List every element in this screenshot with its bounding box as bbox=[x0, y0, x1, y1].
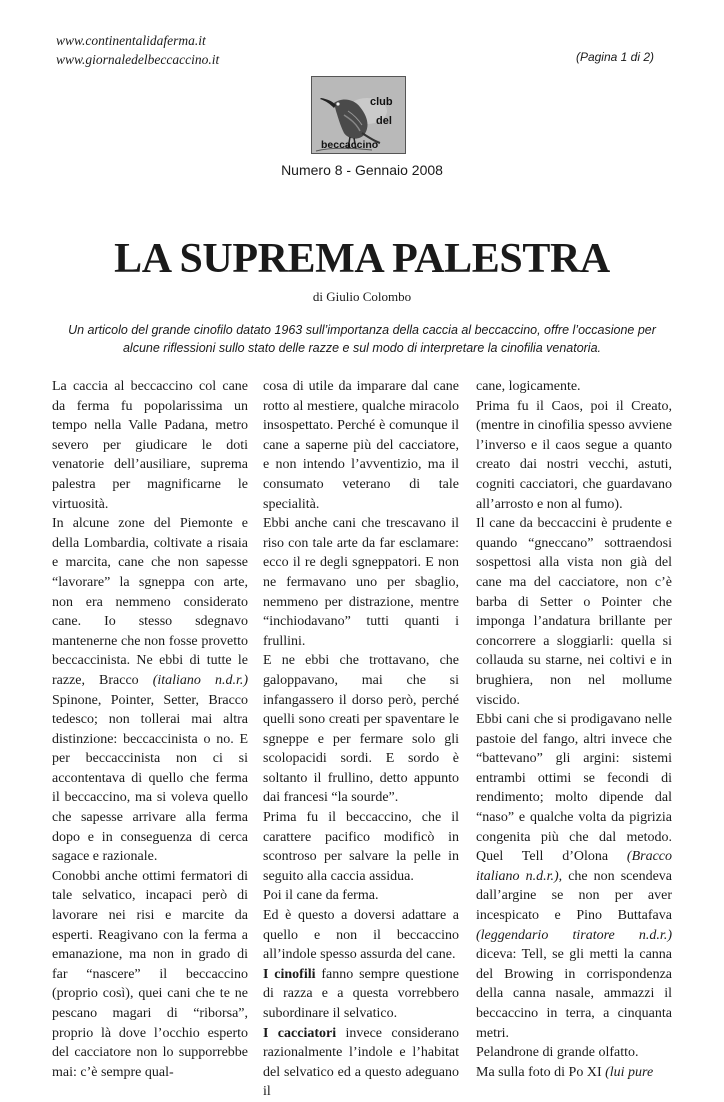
paragraph: Ebbi cani che si prodigavano nelle pastoie del fango, altri invece che “battevano” gli argini: sistemi entrambi ottimi se fecondi di rendimento; molto dipende dal “naso” e qualche volta da pigrizia congenita più che dal metodo. Quel Tell d’Olona (Bracco italiano n.d.r.), che non scendeva dall’argine se non per aver incespicato e Pino Buttafava (leggendario tiratore n.d.r.) diceva: Tell, se gli metti la canna del Browing in corrispondenza della canna nasale, ammazzi il beccaccino in terra, a cinquanta metri. bbox=[476, 712, 672, 1041]
article-byline: di Giulio Colombo bbox=[312, 289, 412, 304]
paragraph: Prima fu il Caos, poi il Creato, (mentre in cinofilia spesso avviene l’inverso e il caos segue a quanto creato dai nostri vecchi, astuti, cogniti cacciatori, che guardavano all’arrosto e non al fumo). bbox=[476, 398, 672, 512]
article-abstract: Un articolo del grande cinofilo datato 1963 sull’importanza della caccia al beccaccino, offre l’occasione per alcune riflessioni sullo stato delle razze e sul modo di interpretare la cinofilia venatoria. bbox=[68, 323, 656, 355]
text-column-3 bbox=[476, 377, 672, 1082]
paragraph: Prima fu il beccaccino, che il carattere pacifico modificò in scontroso per salvare la pelle in seguito alla caccia assidua. bbox=[263, 810, 459, 884]
paragraph: Poi il cane da ferma. bbox=[263, 888, 379, 904]
paragraph: cosa di utile da imparare dal cane rotto al mestiere, qualche miracolo insospettato. Perché è comunque il cane a saperne più del cacciatore, e non intendo l’avventizio, ma il consumato veterano di tale specialità. bbox=[263, 379, 459, 512]
issue-line: Numero 8 - Gennaio 2008 bbox=[281, 162, 443, 178]
url-continentalidaferma[interactable]: www.continentalidaferma.it bbox=[56, 33, 206, 48]
article-title: LA SUPREMA PALESTRA bbox=[114, 236, 610, 282]
url-giornaledelbeccaccino[interactable]: www.giornaledelbeccaccino.it bbox=[56, 52, 220, 67]
paragraph: Il cane da beccaccini è prudente e quando “gneccano” sottraendosi sospettosi alla vista non già del cane ma del cacciatore, non c’è barba di Setter o Pointer che imponga l’andatura brillante per concorrere a sloggiarli: quella si collauda su starne, nei coltivi e in brughiera, non nel mollume viscido. bbox=[476, 516, 672, 708]
logo-word-club: club bbox=[370, 96, 393, 108]
club-logo bbox=[311, 76, 406, 154]
logo-word-del: del bbox=[376, 115, 392, 127]
paragraph: Ed è questo a doversi adattare a quello e non il beccaccino all’indole spesso assurda del cane. bbox=[263, 908, 459, 963]
paragraph: Ma sulla foto di Po XI (lui pure bbox=[476, 1064, 654, 1080]
logo-word-beccaccino: beccaccino bbox=[321, 139, 379, 151]
paragraph: Conobbi anche ottimi fermatori di tale selvatico, incapaci però di lavorare nei risi e marcite da esperti. Reagivano con la ferma a emanazione, ma non in grado di far “nascere” il beccaccino (proprio così), quei cani che te ne pescano magari di “riborsa”, proprio là dove l’occhio esperto del cacciatore non lo supporrebbe mai: c’è sempre qual- bbox=[52, 868, 248, 1080]
paragraph: E ne ebbi che trottavano, che galoppavano, mai che si infangassero il dorso però, perché quelli sono creati per spaventare le sgneppe e per fermare solo gli scolopacidi sordi. E sordo è soltanto il frullino, detto appunto dai francesi “la sourde”. bbox=[263, 653, 459, 806]
paragraph: cane, logicamente. bbox=[476, 379, 581, 394]
text-column-1 bbox=[52, 377, 248, 1082]
text-column-2 bbox=[263, 377, 459, 1102]
paragraph: I cacciatori invece considerano razionalmente l’indole e l’habitat del selvatico ed a questo adeguano il bbox=[263, 1025, 459, 1100]
paragraph: Pelandrone di grande olfatto. bbox=[476, 1045, 639, 1061]
page-indicator: (Pagina 1 di 2) bbox=[575, 50, 654, 64]
paragraph: Ebbi anche cani che trescavano il riso con tale arte da far esclamare: ecco il re degli sgneppatori. E non ne fermavano uno per sbaglio, nemmeno per distrazione, mentre “inchiodavano” tutti quanti i frullini. bbox=[263, 516, 459, 649]
paragraph: I cinofili fanno sempre questione di razza e a questa vorrebbero subordinare il selvatico. bbox=[263, 966, 459, 1021]
paragraph: La caccia al beccaccino col cane da ferma fu popolarissima un tempo nella Valle Padana, metro severo per giudicare le doti venatorie dell’ausiliare, suprema palestra per magnificarne le virtuosità. bbox=[52, 379, 248, 512]
header-urls bbox=[56, 31, 219, 69]
paragraph: In alcune zone del Piemonte e della Lombardia, coltivate a risaia e marcita, cane che non sapesse “lavorare” la sgneppa con arte, non era nemmeno considerato cane. Io stesso sdegnavo mantenerne che non fosse provetto beccaccinista. Ne ebbi di tutte le razze, Bracco (italiano n.d.r.) Spinone, Pointer, Setter, Bracco tedesco; non tollerai mai altra distinzione: beccaccinista o no. E per beccaccinista non ci si accontentava di quello che ferma il beccaccino, ma si voleva quello che sapesse arrivare alla ferma dopo e in conseguenza di cerca sagace e razionale. bbox=[52, 516, 248, 865]
